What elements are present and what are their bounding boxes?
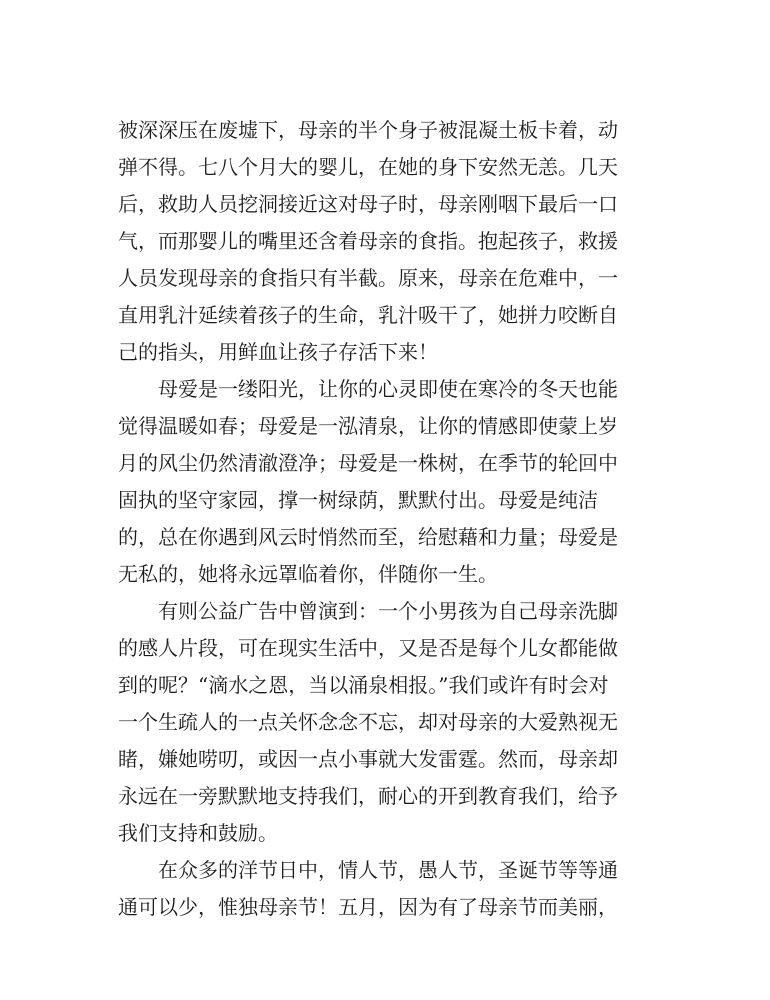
text-line: 己的指头，用鲜血让孩子存活下来！ xyxy=(118,340,438,364)
text-line: 永远在一旁默默地支持我们，耐心的开到教育我们，给予 xyxy=(118,784,618,808)
text-line: 被深深压在废墟下，母亲的半个身子被混凝土板卡着，动 xyxy=(118,118,618,142)
text-line: 有则公益广告中曾演到：一个小男孩为自己母亲洗脚 xyxy=(158,599,618,623)
text-line: 人员发现母亲的食指只有半截。原来，母亲在危难中，一 xyxy=(118,266,618,290)
text-line: 无私的，她将永远罩临着你，伴随你一生。 xyxy=(118,562,498,586)
text-line: 觉得温暖如春；母爱是一泓清泉，让你的情感即使蒙上岁 xyxy=(118,414,618,438)
text-line: 直用乳汁延续着孩子的生命，乳汁吸干了，她拼力咬断自 xyxy=(118,303,618,327)
article-body xyxy=(118,112,658,926)
text-line: 我们支持和鼓励。 xyxy=(118,821,278,845)
text-line: 母爱是一缕阳光，让你的心灵即使在寒冷的冬天也能 xyxy=(158,377,618,401)
text-line: 一个生疏人的一点关怀念念不忘，却对母亲的大爱熟视无 xyxy=(118,710,618,734)
text-line: 睹，嫌她唠叨，或因一点小事就大发雷霆。然而，母亲却 xyxy=(118,747,618,771)
paragraph xyxy=(118,371,658,593)
text-line: 后，救助人员挖洞接近这对母子时，母亲刚咽下最后一口 xyxy=(118,192,618,216)
text-line: 通可以少，惟独母亲节！五月，因为有了母亲节而美丽， xyxy=(118,895,618,919)
text-line: 气，而那婴儿的嘴里还含着母亲的食指。抱起孩子，救援 xyxy=(118,229,618,253)
text-line: 固执的坚守家园，撑一树绿荫，默默付出。母爱是纯洁 xyxy=(118,488,598,512)
text-line: 的，总在你遇到风云时悄然而至，给慰藉和力量；母爱是 xyxy=(118,525,618,549)
text-line: 的感人片段，可在现实生活中，又是否是每个儿女都能做 xyxy=(118,636,618,660)
paragraph xyxy=(118,593,658,852)
text-line: 在众多的洋节日中，情人节，愚人节，圣诞节等等通 xyxy=(158,858,618,882)
paragraph xyxy=(118,852,658,926)
paragraph xyxy=(118,112,658,371)
text-line: 月的风尘仍然清澈澄净；母爱是一株树，在季节的轮回中 xyxy=(118,451,618,475)
text-line: 到的呢？“滴水之恩，当以涌泉相报。”我们或许有时会对 xyxy=(118,673,609,697)
text-line: 弹不得。七八个月大的婴儿，在她的身下安然无恙。几天 xyxy=(118,155,618,179)
